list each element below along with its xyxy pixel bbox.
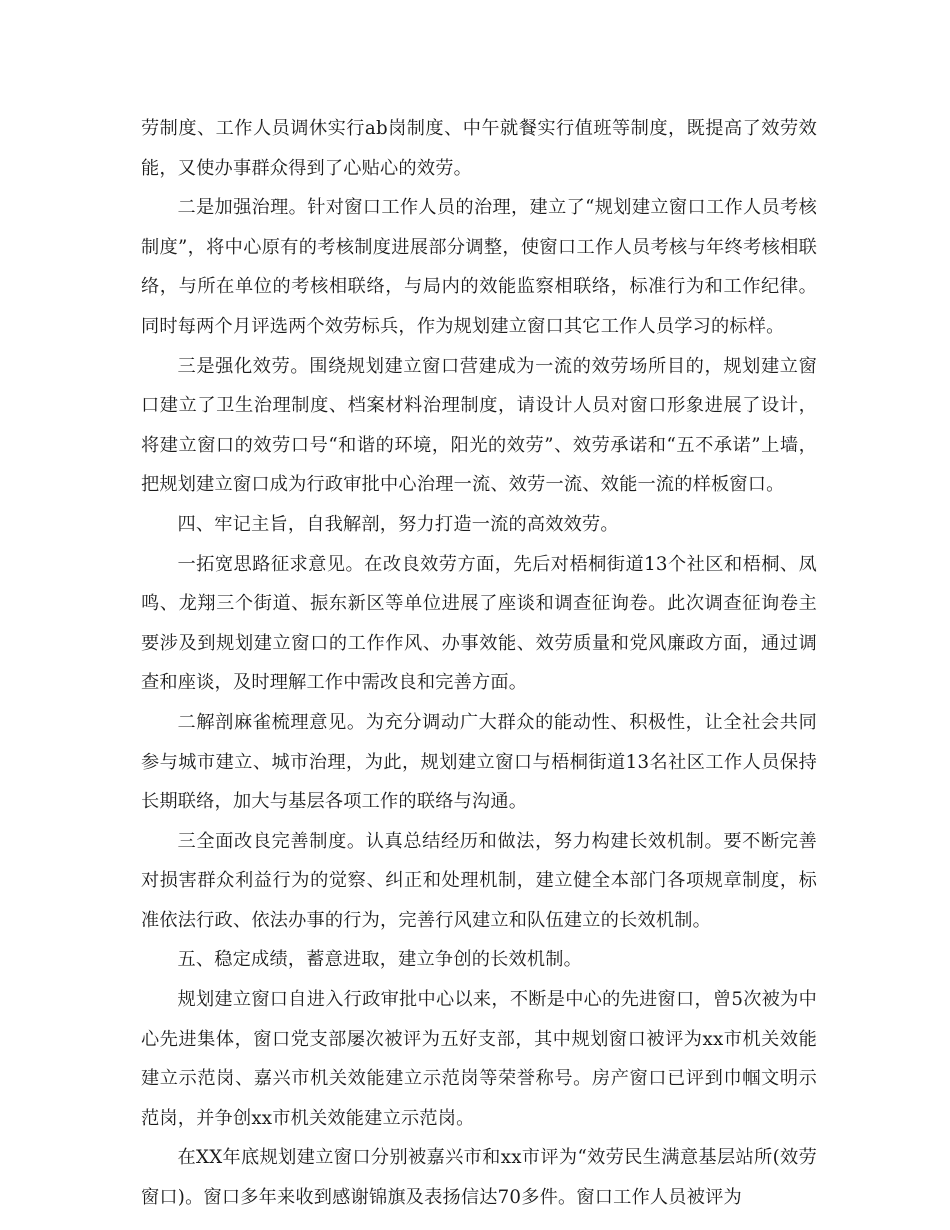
paragraph-broaden-ideas: 一拓宽思路征求意见。在改良效劳方面，先后对梧桐街道13个社区和梧桐、凤鸣、龙翔三个街道、振东新区等单位进展了座谈和调查征询卷。此次调查征询卷主要涉及到规划建立窗口的工作作风、办事效能、效劳质量和党风廉政方面，通过调查和座谈，及时理解工作中需改良和完善方面。 <box>141 553 817 694</box>
section-heading-four: 四、牢记主旨，自我解剖，努力打造一流的高效效劳。 <box>177 513 619 535</box>
paragraph-analyze-opinions: 二解剖麻雀梳理意见。为充分调动广大群众的能动性、积极性，让全社会共同参与城市建立、城市治理，为此，规划建立窗口与梧桐街道13名社区工作人员保持长期联络，加大与基层各项工作的联络与沟通。 <box>141 711 817 813</box>
section-heading-five: 五、稳定成绩，蓄意进取，建立争创的长效机制。 <box>177 949 583 971</box>
paragraph-strengthen-management: 二是加强治理。针对窗口工作人员的治理，建立了“规划建立窗口工作人员考核制度”，将中心原有的考核制度进展部分调整，使窗口工作人员考核与年终考核相联络，与所在单位的考核相联络，与局内的效能监察相联络，标准行为和工作纪律。同时每两个月评选两个效劳标兵，作为规划建立窗口其它工作人员学习的标样。 <box>141 197 817 337</box>
paragraph-continuation: 劳制度、工作人员调休实行ab岗制度、中午就餐实行值班等制度，既提高了效劳效能，又使办事群众得到了心贴心的效劳。 <box>141 118 817 179</box>
document-body <box>141 109 817 1218</box>
paragraph-strengthen-service: 三是强化效劳。围绕规划建立窗口营建成为一流的效劳场所目的，规划建立窗口建立了卫生治理制度、档案材料治理制度，请设计人员对窗口形象进展了设计，将建立窗口的效劳口号“和谐的环境，阳光的效劳”、效劳承诺和“五不承诺”上墙，把规划建立窗口成为行政审批中心治理一流、效劳一流、效能一流的样板窗口。 <box>141 355 817 496</box>
paragraph-awards: 在XX年底规划建立窗口分别被嘉兴市和xx市评为“效劳民生满意基层站所(效劳窗口)。窗口多年来收到感谢锦旗及表扬信达70多件。窗口工作人员被评为 <box>141 1147 817 1209</box>
paragraph-achievements: 规划建立窗口自进入行政审批中心以来，不断是中心的先进窗口，曾5次被为中心先进集体，窗口党支部屡次被评为五好支部，其中规划窗口被评为xx市机关效能建立示范岗、嘉兴市机关效能建立示范岗等荣誉称号。房产窗口已评到巾帼文明示范岗，并争创xx市机关效能建立示范岗。 <box>141 989 817 1129</box>
paragraph-improve-systems: 三全面改良完善制度。认真总结经历和做法，努力构建长效机制。要不断完善对损害群众利益行为的觉察、纠正和处理机制，建立健全本部门各项规章制度，标准依法行政、依法办事的行为，完善行风建立和队伍建立的长效机制。 <box>141 830 817 931</box>
